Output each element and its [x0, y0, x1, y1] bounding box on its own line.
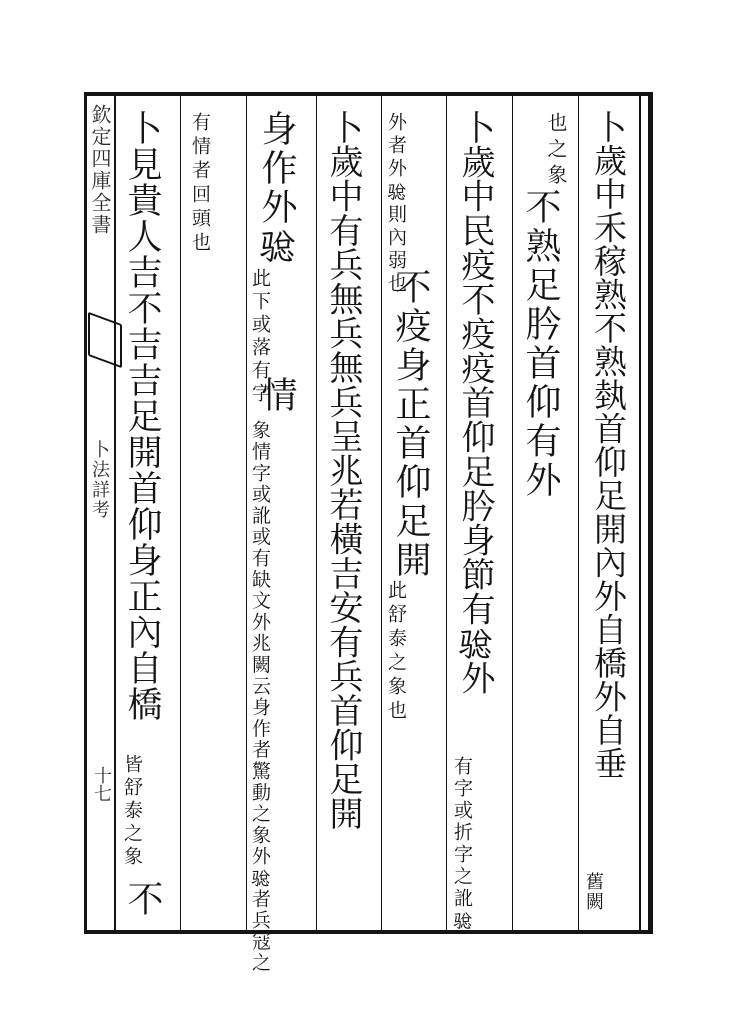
text-column-3-main: 卜歲中民疫不疫疫首仰足肣身節有𩨂外 [455, 110, 495, 695]
text-column-6-note-b: 象情字或訛或有缺文外兆闕云身作者驚動之象外𩨂者兵冦之 [249, 420, 271, 974]
text-column-4-note-bottom: 此舒泰之象也 [385, 580, 407, 724]
column-divider [578, 96, 579, 930]
text-column-1-note: 舊闕 [583, 872, 604, 912]
fishtail-mark [88, 312, 122, 368]
text-column-5-main: 卜歲中有兵無兵無兵呈兆若橫吉安有兵首仰足開 [323, 110, 363, 831]
frame-top-rule [84, 92, 650, 96]
text-column-2-main: 不熟足肣首仰有外 [520, 188, 561, 500]
column-divider [180, 96, 181, 930]
frame-right-outer-rule [648, 92, 653, 934]
text-column-8-note: 皆舒泰之象 [121, 754, 143, 869]
text-column-2-note: 也之象 [544, 112, 568, 190]
margin-section-title: 卜法詳考 [89, 440, 110, 520]
text-column-6-note-a: 此下或落有字 [249, 268, 271, 406]
column-divider [446, 96, 447, 930]
text-column-7-note: 有情者回頭也 [189, 112, 211, 256]
margin-book-title: 欽定四庫全書 [88, 104, 112, 236]
frame-right-inner-rule [639, 96, 641, 934]
margin-column-rule [114, 96, 116, 930]
frame-left-rule [84, 92, 87, 934]
column-divider [316, 96, 317, 930]
column-divider [381, 96, 382, 930]
text-column-8-main: 卜見貴人吉不吉吉足開首仰身正內自橋 [122, 110, 162, 722]
margin-page-number: 十七 [91, 766, 112, 802]
text-column-8-main-b: 不 [122, 880, 163, 919]
text-column-6-main-b: 情 [256, 376, 297, 415]
text-column-6-main: 身作外𩨂 [256, 110, 297, 266]
text-column-1-main: 卜歲中禾稼熟不熟埶首仰足開內外自橋外自垂 [589, 110, 628, 780]
text-column-4-main: 不疫身正首仰足開 [390, 268, 431, 580]
text-column-4-note-top: 外者外𩨂則內弱也 [385, 112, 407, 296]
column-divider [246, 96, 247, 930]
text-column-3-note: 有字或折字之訛𩨂 [451, 756, 473, 932]
column-divider [512, 96, 513, 930]
frame-bottom-rule [84, 930, 650, 934]
